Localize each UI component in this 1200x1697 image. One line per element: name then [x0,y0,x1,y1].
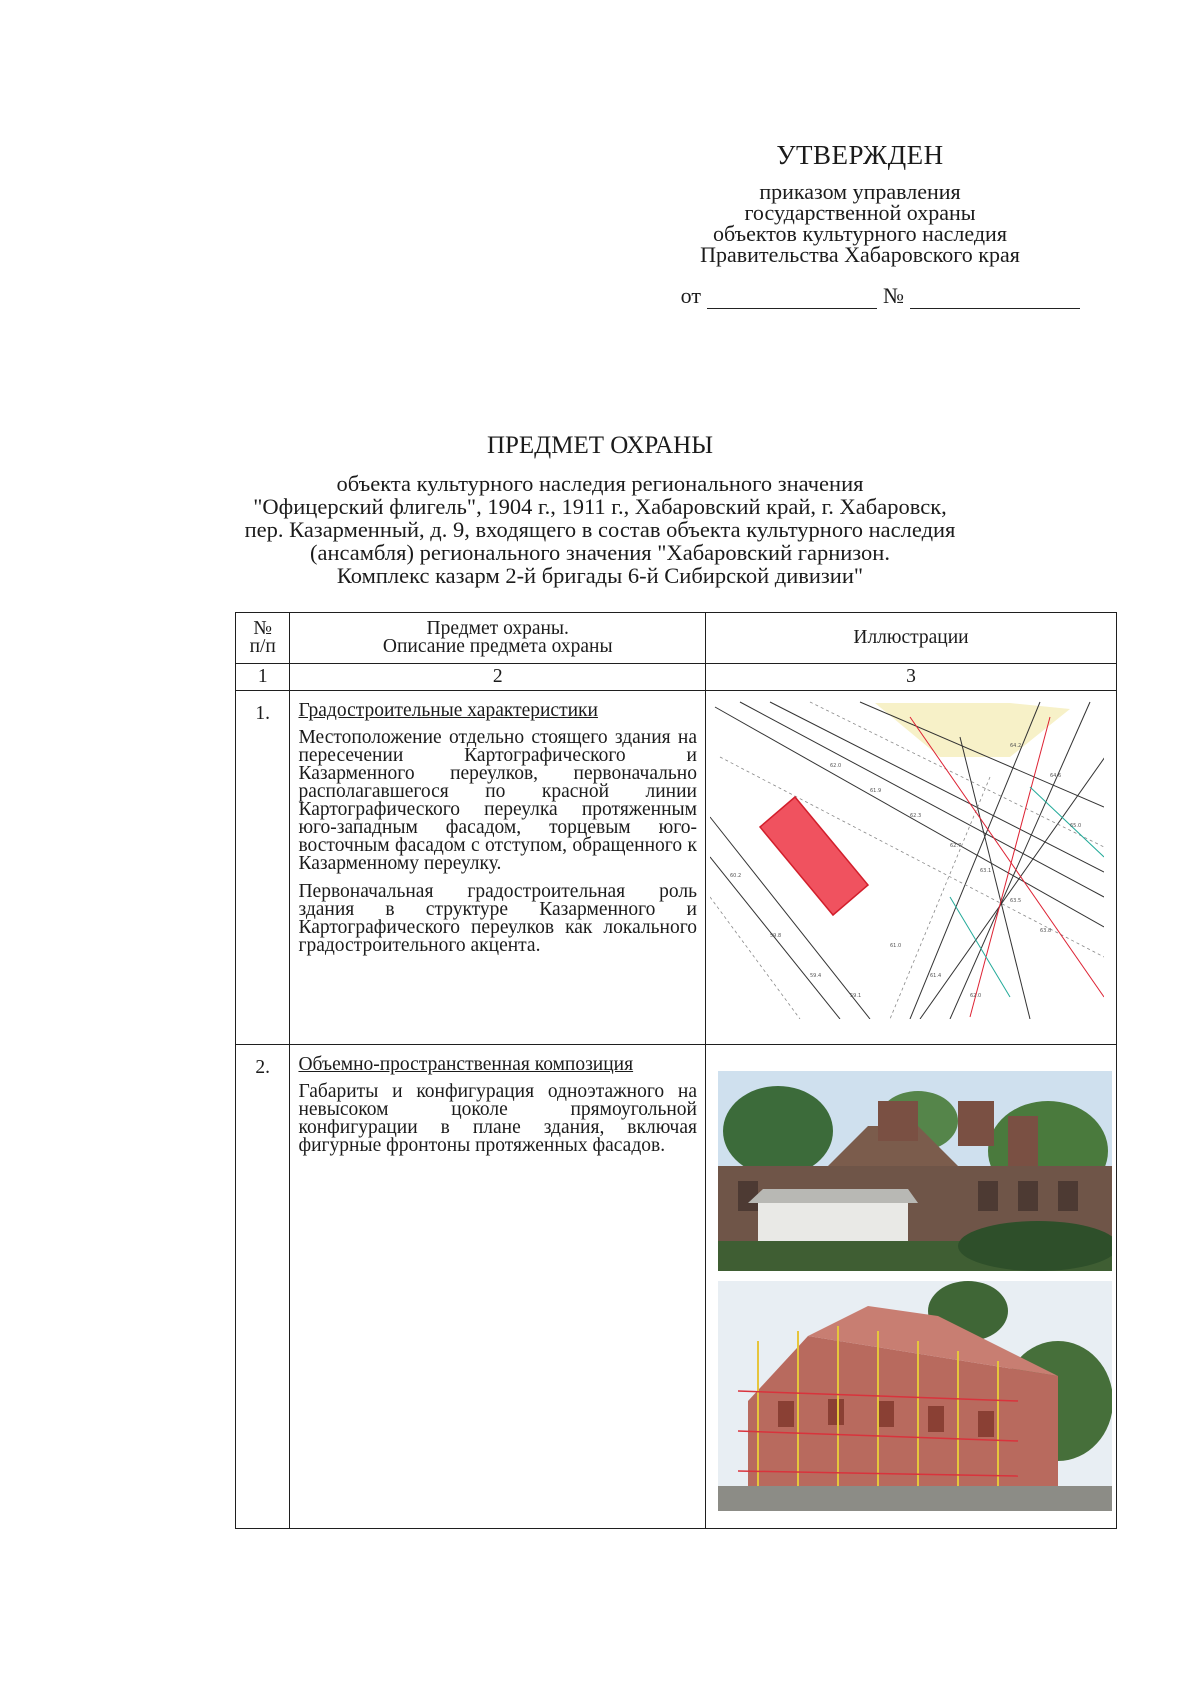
header-index [236,613,290,664]
svg-text:64.2: 64.2 [1009,743,1022,749]
column-number: 3 [705,664,1116,691]
number-blank [910,288,1080,309]
row-index: 1. [236,691,290,1045]
svg-text:64.6: 64.6 [1049,773,1062,779]
svg-text:61.9: 61.9 [869,788,882,794]
section-title: Объемно-пространственная композиция [298,1054,634,1075]
approval-line: государственной охраны [744,200,976,225]
svg-text:60.2: 60.2 [729,873,742,879]
header-description [290,613,706,664]
svg-text:61.0: 61.0 [889,943,902,949]
header-description-line: Описание предмета охраны [382,636,613,657]
row-description [290,1045,706,1529]
description-paragraph: Первоначальная градостроительная роль здания в структуре Казарменного и Картографического переулков как локального градостроительного акцента. [298,881,697,956]
svg-text:61.4: 61.4 [929,973,942,979]
row-index: 2. [236,1045,290,1529]
row-illustration [705,691,1116,1045]
building-photo-scaffolding [718,1281,1112,1511]
svg-text:62.3: 62.3 [909,813,922,819]
header-description-line: Предмет охраны. [426,618,569,639]
svg-text:59.8: 59.8 [769,933,782,939]
approval-heading: УТВЕРЖДЕН [776,140,944,170]
description-paragraph: Габариты и конфигурация одноэтажного на невысоком цоколе прямоугольной конфигурации в плане здания, включая фигурные фронтоны протяженных фасадов. [298,1081,697,1156]
header-index-line: № [253,618,273,639]
building-photo-before [718,1071,1112,1271]
date-blank [707,288,877,309]
approval-line: приказом управления [759,179,961,204]
svg-text:62.0: 62.0 [829,763,842,769]
row-illustration [705,1045,1116,1529]
site-plan-map [710,697,1104,1019]
svg-text:59.1: 59.1 [849,993,862,999]
svg-text:63.8: 63.8 [1039,928,1052,934]
title-line: (ансамбля) регионального значения "Хабаровский гарнизон. [310,540,890,565]
svg-text:62.0: 62.0 [969,993,982,999]
description-paragraph: Местоположение отдельно стоящего здания на пересечении Картографического и Казарменного переулков, первоначально располагавшегося по красной линии Картографического переулка протяженным юго-западным фасадом, торцевым юго-восточным фасадом с отступом, обращенного к Казарменному переулку. [298,727,697,874]
signature-line [640,283,1080,309]
protection-table [235,612,1117,1529]
table-row [236,691,1117,1045]
table-header-row [236,613,1117,664]
title-line: пер. Казарменный, д. 9, входящего в состав объекта культурного наследия [244,517,956,542]
header-index-line: п/п [249,636,276,657]
approval-line: объектов культурного наследия [713,221,1007,246]
svg-text:63.1: 63.1 [979,868,992,874]
column-number: 2 [290,664,706,691]
title-line: объекта культурного наследия регионального значения [336,471,864,496]
header-illustrations: Иллюстрации [705,613,1116,664]
title-line: Комплекс казарм 2-й бригады 6-й Сибирской дивизии" [336,563,864,588]
approval-block [640,140,1080,309]
document-title [180,432,1020,587]
column-number: 1 [236,664,290,691]
approval-line: Правительства Хабаровского края [700,242,1020,267]
table-row [236,1045,1117,1529]
svg-text:62.7: 62.7 [949,843,962,849]
row-description [290,691,706,1045]
number-label: № [883,283,904,308]
svg-text:59.4: 59.4 [809,973,822,979]
title-line: "Офицерский флигель", 1904 г., 1911 г., Хабаровский край, г. Хабаровск, [253,494,947,519]
from-label: от [680,283,701,308]
svg-text:63.5: 63.5 [1009,898,1022,904]
column-number-row [236,664,1117,691]
title-main: ПРЕДМЕТ ОХРАНЫ [486,432,714,459]
svg-text:65.0: 65.0 [1069,823,1082,829]
section-title: Градостроительные характеристики [298,700,598,721]
